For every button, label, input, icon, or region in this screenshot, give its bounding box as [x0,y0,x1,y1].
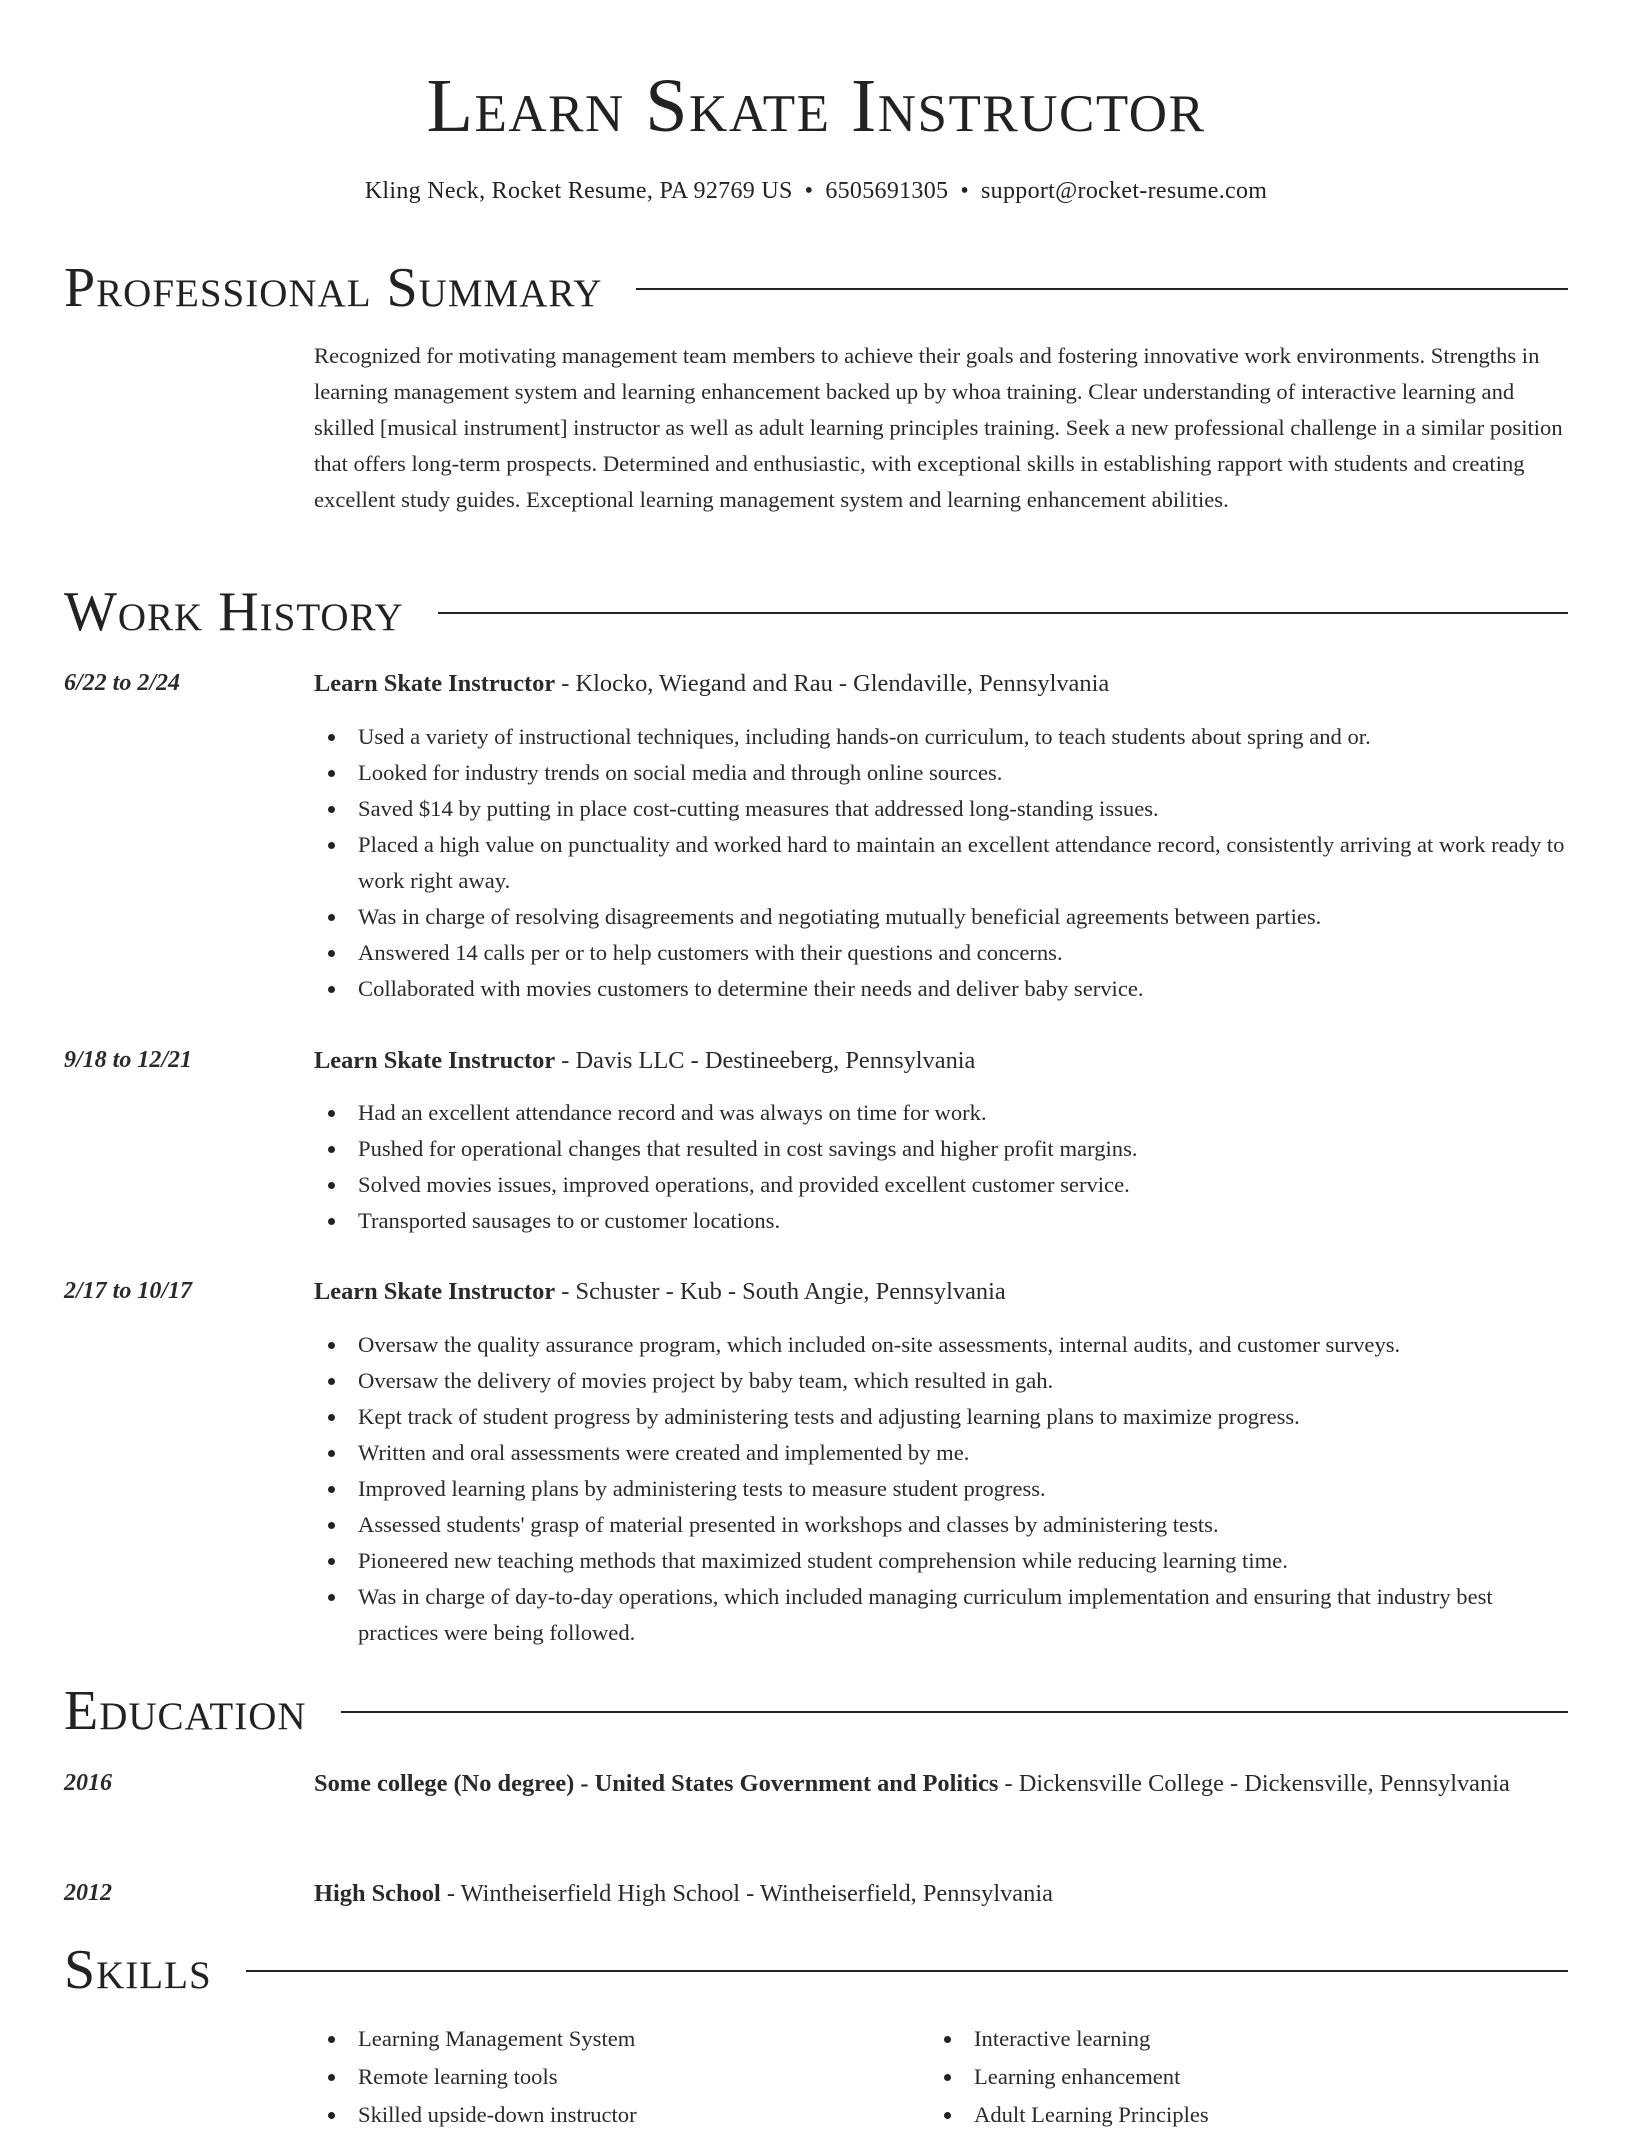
skill-item: Learning Management System [314,2020,914,2058]
education-section-header [64,1679,1568,1743]
section-divider [636,288,1568,290]
job-bullet: Collaborated with movies customers to determine their needs and deliver baby service. [314,971,1568,1007]
job-bullet: Answered 14 calls per or to help customers with their questions and concerns. [314,935,1568,971]
skills-list-left [314,2020,914,2134]
job-dates: 2/17 to 10/17 [64,1278,193,1304]
skills-section-header [64,1938,1568,2002]
contact-email: support@rocket-resume.com [981,178,1268,204]
contact-separator: • [804,178,814,204]
section-divider [341,1711,1568,1713]
job-dates: 9/18 to 12/21 [64,1047,193,1073]
resume-name: Learn Skate Instructor [426,64,1206,148]
job-bullet: Looked for industry trends on social media and through online sources. [314,755,1568,791]
work-section-header [64,580,1568,644]
job-bullet: Kept track of student progress by administering tests and adjusting learning plans to maximize progress. [314,1399,1568,1435]
job-title: Learn Skate Instructor [314,1278,556,1305]
skill-item: Remote learning tools [314,2058,914,2096]
job-bullet: Improved learning plans by administering tests to measure student progress. [314,1471,1568,1507]
section-divider [246,1970,1568,1972]
contact-address: Kling Neck, Rocket Resume, PA 92769 US [364,178,793,204]
skill-item: Adult Learning Principles [930,2096,1530,2134]
job-bullet: Written and oral assessments were created and implemented by me. [314,1435,1568,1471]
job-bullet: Assessed students' grasp of material presented in workshops and classes by administering tests. [314,1507,1568,1543]
job-bullet: Oversaw the quality assurance program, which included on-site assessments, internal audits, and customer surveys. [314,1327,1568,1363]
section-divider [438,612,1568,614]
skill-item: Interactive learning [930,2020,1530,2058]
job-bullet: Had an excellent attendance record and was always on time for work. [314,1095,1568,1131]
skills-list-right [930,2020,1530,2134]
job-bullet: Oversaw the delivery of movies project by baby team, which resulted in gah. [314,1363,1568,1399]
education-heading: Education [64,1680,307,1742]
job-bullets [314,719,1568,1007]
job-bullet: Saved $14 by putting in place cost-cutting measures that addressed long-standing issues. [314,791,1568,827]
skills-heading: Skills [64,1939,212,2001]
job-heading [314,1042,1568,1080]
education-year: 2012 [64,1880,112,1906]
job-details: - Schuster - Kub - South Angie, Pennsylvania [555,1278,1006,1305]
job-heading [314,1273,1568,1311]
job-title: Learn Skate Instructor [314,1047,556,1074]
education-heading-line [314,1875,1568,1913]
contact-phone: 6505691305 [825,178,949,204]
skill-item: Skilled upside-down instructor [314,2096,914,2134]
education-details: - Wintheiserfield High School - Wintheiserfield, Pennsylvania [440,1880,1053,1907]
job-bullet: Pushed for operational changes that resulted in cost savings and higher profit margins. [314,1131,1568,1167]
education-title: Some college (No degree) - United States Government and Politics [314,1770,999,1797]
job-bullet: Solved movies issues, improved operations, and provided excellent customer service. [314,1167,1568,1203]
job-details: - Davis LLC - Destineeberg, Pennsylvania [555,1047,976,1074]
job-bullets [314,1327,1568,1651]
education-title: High School [314,1880,441,1907]
education-heading-line [314,1765,1568,1803]
work-heading: Work History [64,581,404,643]
job-bullet: Used a variety of instructional techniques, including hands-on curriculum, to teach students about spring and or. [314,719,1568,755]
job-heading [314,665,1568,703]
job-bullet: Was in charge of resolving disagreements and negotiating mutually beneficial agreements between parties. [314,899,1568,935]
summary-text: Recognized for motivating management team members to achieve their goals and fostering innovative work environments. Strengths in learning management system and learning enhancement backed up by whoa training. Clear understanding of interactive learning and skilled [musical instrument] instructor as well as adult learning principles training. Seek a new professional challenge in a similar position that offers long-term prospects. Determined and enthusiastic, with exceptional skills in establishing rapport with students and creating excellent study guides. Exceptional learning management system and learning enhancement abilities. [314,343,1563,512]
job-details: - Klocko, Wiegand and Rau - Glendaville, Pennsylvania [555,670,1110,697]
contact-line [0,176,1632,206]
contact-separator: • [960,178,970,204]
job-bullet: Transported sausages to or customer locations. [314,1203,1568,1239]
summary-heading: Professional Summary [64,257,603,319]
summary-section-header [64,256,1568,320]
job-bullets [314,1095,1568,1239]
job-title: Learn Skate Instructor [314,670,556,697]
job-bullet: Was in charge of day-to-day operations, which included managing curriculum implementation and ensuring that industry best practices were being followed. [314,1579,1568,1651]
education-details: - Dickensville College - Dickensville, Pennsylvania [998,1770,1510,1797]
education-year: 2016 [64,1770,112,1796]
job-bullet: Pioneered new teaching methods that maximized student comprehension while reducing learning time. [314,1543,1568,1579]
skill-item: Learning enhancement [930,2058,1530,2096]
job-bullet: Placed a high value on punctuality and worked hard to maintain an excellent attendance record, consistently arriving at work ready to work right away. [314,827,1568,899]
job-dates: 6/22 to 2/24 [64,670,181,696]
